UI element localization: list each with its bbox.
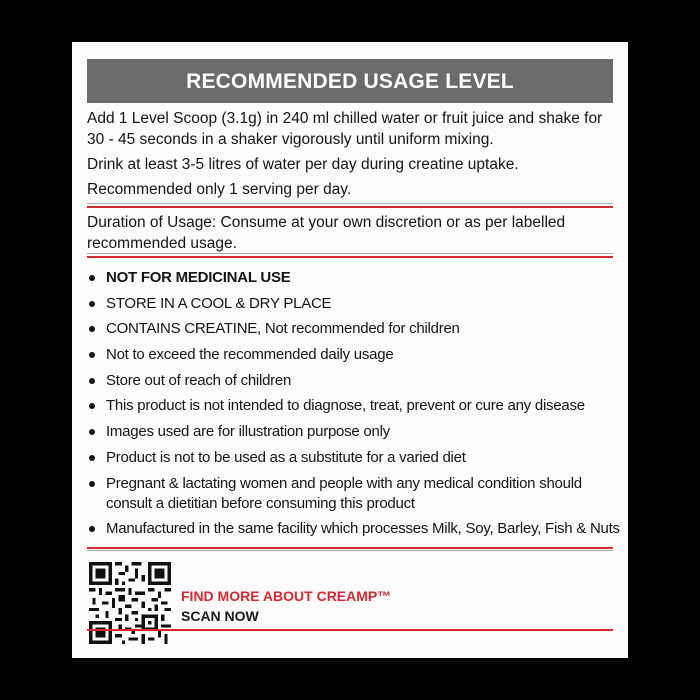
duration-of-usage: Duration of Usage: Consume at your own discretion or as per labelled recommended usage. (87, 214, 566, 252)
bullet-icon (89, 429, 95, 435)
scan-heading: FIND MORE ABOUT CREAMP™ (181, 588, 392, 604)
usage-instruction-3: Recommended only 1 serving per day. (87, 181, 352, 198)
divider-gray-1 (87, 203, 613, 204)
warnings-list (87, 268, 622, 545)
usage-instruction-1: Add 1 Level Scoop (3.1g) in 240 ml chilled water or fruit juice and shake for 30 - 45 seconds in a shaker vigorously until uniform mixing. (87, 110, 603, 148)
bullet-icon (89, 301, 95, 307)
list-item: CONTAINS CREATINE, Not recommended for children (87, 319, 622, 339)
divider-gray-3 (87, 550, 613, 551)
usage-instruction-2: Drink at least 3-5 litres of water per day during creatine uptake. (87, 156, 519, 173)
bullet-icon (89, 481, 95, 487)
divider-red-1 (87, 206, 613, 208)
scan-now-link[interactable]: SCAN NOW (181, 608, 259, 624)
bullet-icon (89, 326, 95, 332)
list-item: Not to exceed the recommended daily usage (87, 345, 622, 365)
list-item: This product is not intended to diagnose, treat, prevent or cure any disease (87, 396, 622, 416)
list-item: NOT FOR MEDICINAL USE (87, 268, 622, 288)
list-item: Product is not to be used as a substitute for a varied diet (87, 448, 622, 468)
divider-red-3 (87, 547, 613, 549)
divider-red-4 (87, 629, 613, 631)
divider-red-2 (87, 256, 613, 258)
usage-label-panel (72, 42, 628, 658)
bullet-icon (89, 403, 95, 409)
list-item: Images used are for illustration purpose only (87, 422, 622, 442)
section-title: RECOMMENDED USAGE LEVEL (87, 59, 613, 103)
list-item: Store out of reach of children (87, 371, 622, 391)
list-item: STORE IN A COOL & DRY PLACE (87, 294, 622, 314)
bullet-icon (89, 526, 95, 532)
list-item: Pregnant & lactating women and people with any medical condition should consult a dietitian before consuming this product (87, 474, 622, 514)
divider-gray-2 (87, 253, 613, 254)
qr-code-icon[interactable] (89, 562, 171, 644)
bullet-icon (89, 352, 95, 358)
bullet-icon (89, 275, 95, 281)
bullet-icon (89, 455, 95, 461)
list-item: Manufactured in the same facility which processes Milk, Soy, Barley, Fish & Nuts (87, 519, 622, 539)
bullet-icon (89, 378, 95, 384)
